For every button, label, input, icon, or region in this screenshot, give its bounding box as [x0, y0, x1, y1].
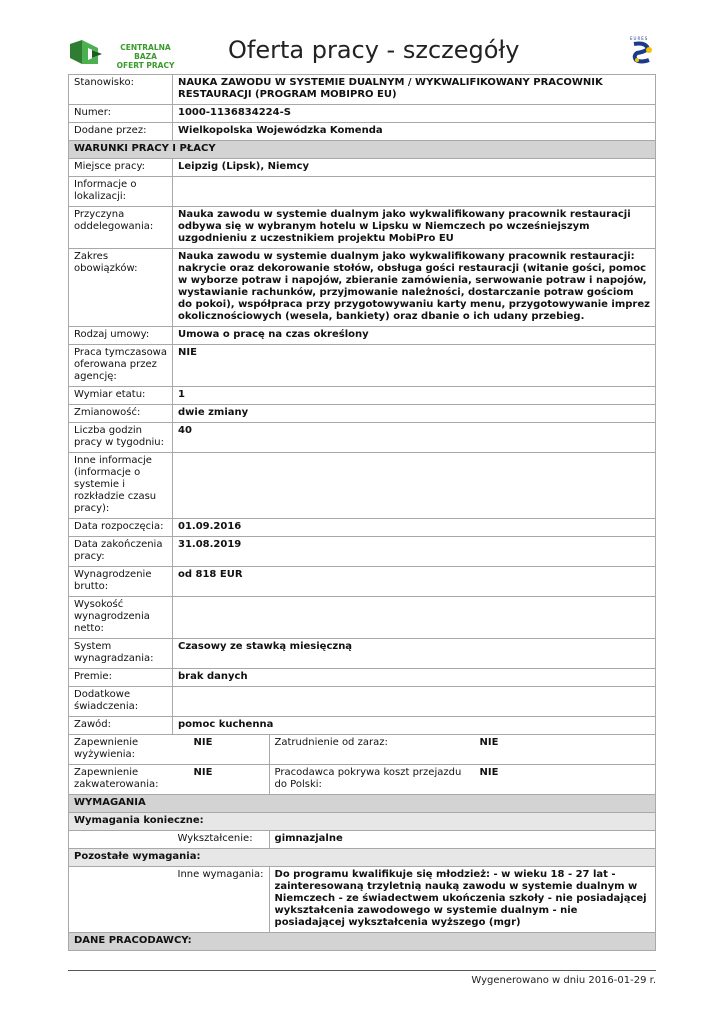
row-system: System wynagradzania: Czasowy ze stawką miesięczną [69, 639, 656, 669]
row-miejsce: Miejsce pracy: Leipzig (Lipsk), Niemcy [69, 159, 656, 177]
row-premie: Premie: brak danych [69, 669, 656, 687]
occupation: pomoc kuchenna [173, 717, 656, 735]
section-wymagania: WYMAGANIA [69, 795, 656, 813]
row-zmianowosc: Zmianowość: dwie zmiany [69, 405, 656, 423]
other-requirements: Do programu kwalifikuje się młodzież: - w wieku 18 - 27 lat - zainteresowaną trzyletnią nauką zawodu w systemie dualnym w Niemczech - ze świadectwem ukończenia szkoły - nie posiadającej wykształcenia zawodowego w systemie dualnym - nie posiadającej wykształcenia wyższego (mgr) [269, 867, 655, 933]
delegation-reason: Nauka zawodu w systemie dualnym jako wykwalifikowany pracownik restauracji odbywa się w wybranym hotelu w Lipsku w Niemczech po wcześniejszym uzgodnieniu z uczestnikiem projektu MobiPro EU [173, 207, 656, 249]
gross-salary: od 818 EUR [173, 567, 656, 597]
row-swiadczenia: Dodatkowe świadczenia: [69, 687, 656, 717]
footer-divider [68, 970, 656, 971]
start-date: 01.09.2016 [173, 519, 656, 537]
eures-label: EURES [630, 36, 649, 41]
generated-date: Wygenerowano w dniu 2016-01-29 r. [471, 975, 656, 986]
duties: Nauka zawodu w systemie dualnym jako wykwalifikowany pracownik restauracji: nakrycie oraz dekorowanie stołów, obsługa gości restauracji (witanie gości, pomoc w wyborze potraw i napojów, zbieranie zamówienia, serwowanie potraw i napojów, wystawianie rachunków, przyjmowanie należności, dostarczanie potraw gościom do pokoi), współpraca przy przygotowywaniu karty menu, przygotowywanie imprez okolicznościowych (wesela, bankiety) oraz dbanie o ich udany przebieg. [173, 249, 656, 327]
page-title: Oferta pracy - szczegóły [228, 36, 520, 64]
row-rozpoczecie: Data rozpoczęcia: 01.09.2016 [69, 519, 656, 537]
workplace: Leipzig (Lipsk), Niemcy [173, 159, 656, 177]
contract-type: Umowa o pracę na czas określony [173, 327, 656, 345]
row-zakres: Zakres obowiązków: Nauka zawodu w systemie dualnym jako wykwalifikowany pracownik restauracji: nakrycie oraz dekorowanie stołów, obsługa gości restauracji (witanie gości, pomoc w wyborze potraw i napojów, zbieranie zamówienia, serwowanie potraw i napojów, wystawianie rachunków, przyjmowanie należności, dostarczanie potraw gościom do pokoi), współpraca przy przygotowywaniu karty menu, przygotowywanie imprez okolicznościowych (wesela, bankiety) oraz dbanie o ich udany przebieg. [69, 249, 656, 327]
row-umowa: Rodzaj umowy: Umowa o pracę na czas określony [69, 327, 656, 345]
section-pracodawca: DANE PRACODAWCY: [69, 933, 656, 951]
row-inne-info: Inne informacje (informacje o systemie i rozkładzie czasu pracy): [69, 453, 656, 519]
row-dodane: Dodane przez: Wielkopolska Wojewódzka Komenda [69, 123, 656, 141]
row-godziny: Liczba godzin pracy w tygodniu: 40 [69, 423, 656, 453]
added-by: Wielkopolska Wojewódzka Komenda [173, 123, 656, 141]
position-value: NAUKA ZAWODU W SYSTEMIE DUALNYM / WYKWALIFIKOWANY PRACOWNIK RESTAURACJI (PROGRAM MOBIPRO EU) [173, 75, 656, 105]
row-zakwaterowanie: Zapewnienie zakwaterowania: NIE Pracodawca pokrywa koszt przejazdu do Polski: NIE [69, 765, 656, 795]
row-przyczyna: Przyczyna oddelegowania: Nauka zawodu w systemie dualnym jako wykwalifikowany pracownik restauracji odbywa się w wybranym hotelu w Lipsku w Niemczech po wcześniejszym uzgodnieniu z uczestnikiem projektu MobiPro EU [69, 207, 656, 249]
row-etat: Wymiar etatu: 1 [69, 387, 656, 405]
subsection-konieczne: Wymagania konieczne: [69, 813, 656, 831]
row-zawod: Zawód: pomoc kuchenna [69, 717, 656, 735]
education-value: gimnazjalne [269, 831, 655, 849]
row-stanowisko: Stanowisko: NAUKA ZAWODU W SYSTEMIE DUALNYM / WYKWALIFIKOWANY PRACOWNIK RESTAURACJI (PROGRAM MOBIPRO EU) [69, 75, 656, 105]
logo-text: CENTRALNA BAZA OFERT PRACY [116, 43, 175, 70]
row-brutto: Wynagrodzenie brutto: od 818 EUR [69, 567, 656, 597]
end-date: 31.08.2019 [173, 537, 656, 567]
section-warunki: WARUNKI PRACY I PŁACY [69, 141, 656, 159]
row-numer: Numer: 1000-1136834224-S [69, 105, 656, 123]
row-wyksztalcenie: Wykształcenie: gimnazjalne [69, 831, 656, 849]
subsection-pozostale: Pozostałe wymagania: [69, 849, 656, 867]
row-wyzywienie: Zapewnienie wyżywienia: NIE Zatrudnienie od zaraz: NIE [69, 735, 656, 765]
row-netto: Wysokość wynagrodzenia netto: [69, 597, 656, 639]
offer-number: 1000-1136834224-S [173, 105, 656, 123]
row-lokalizacja: Informacje o lokalizacji: [69, 177, 656, 207]
row-agencja: Praca tymczasowa oferowana przez agencję: NIE [69, 345, 656, 387]
offer-details-table [68, 74, 656, 951]
row-inne-wymagania: Inne wymagania: Do programu kwalifikuje się młodzież: - w wieku 18 - 27 lat - zainteresowaną trzyletnią nauką zawodu w systemie dualnym w Niemczech - ze świadectwem ukończenia szkoły - nie posiadającej wykształcenia zawodowego w systemie dualnym - nie posiadającej wykształcenia wyższego (mgr) [69, 867, 656, 933]
row-zakonczenie: Data zakończenia pracy: 31.08.2019 [69, 537, 656, 567]
